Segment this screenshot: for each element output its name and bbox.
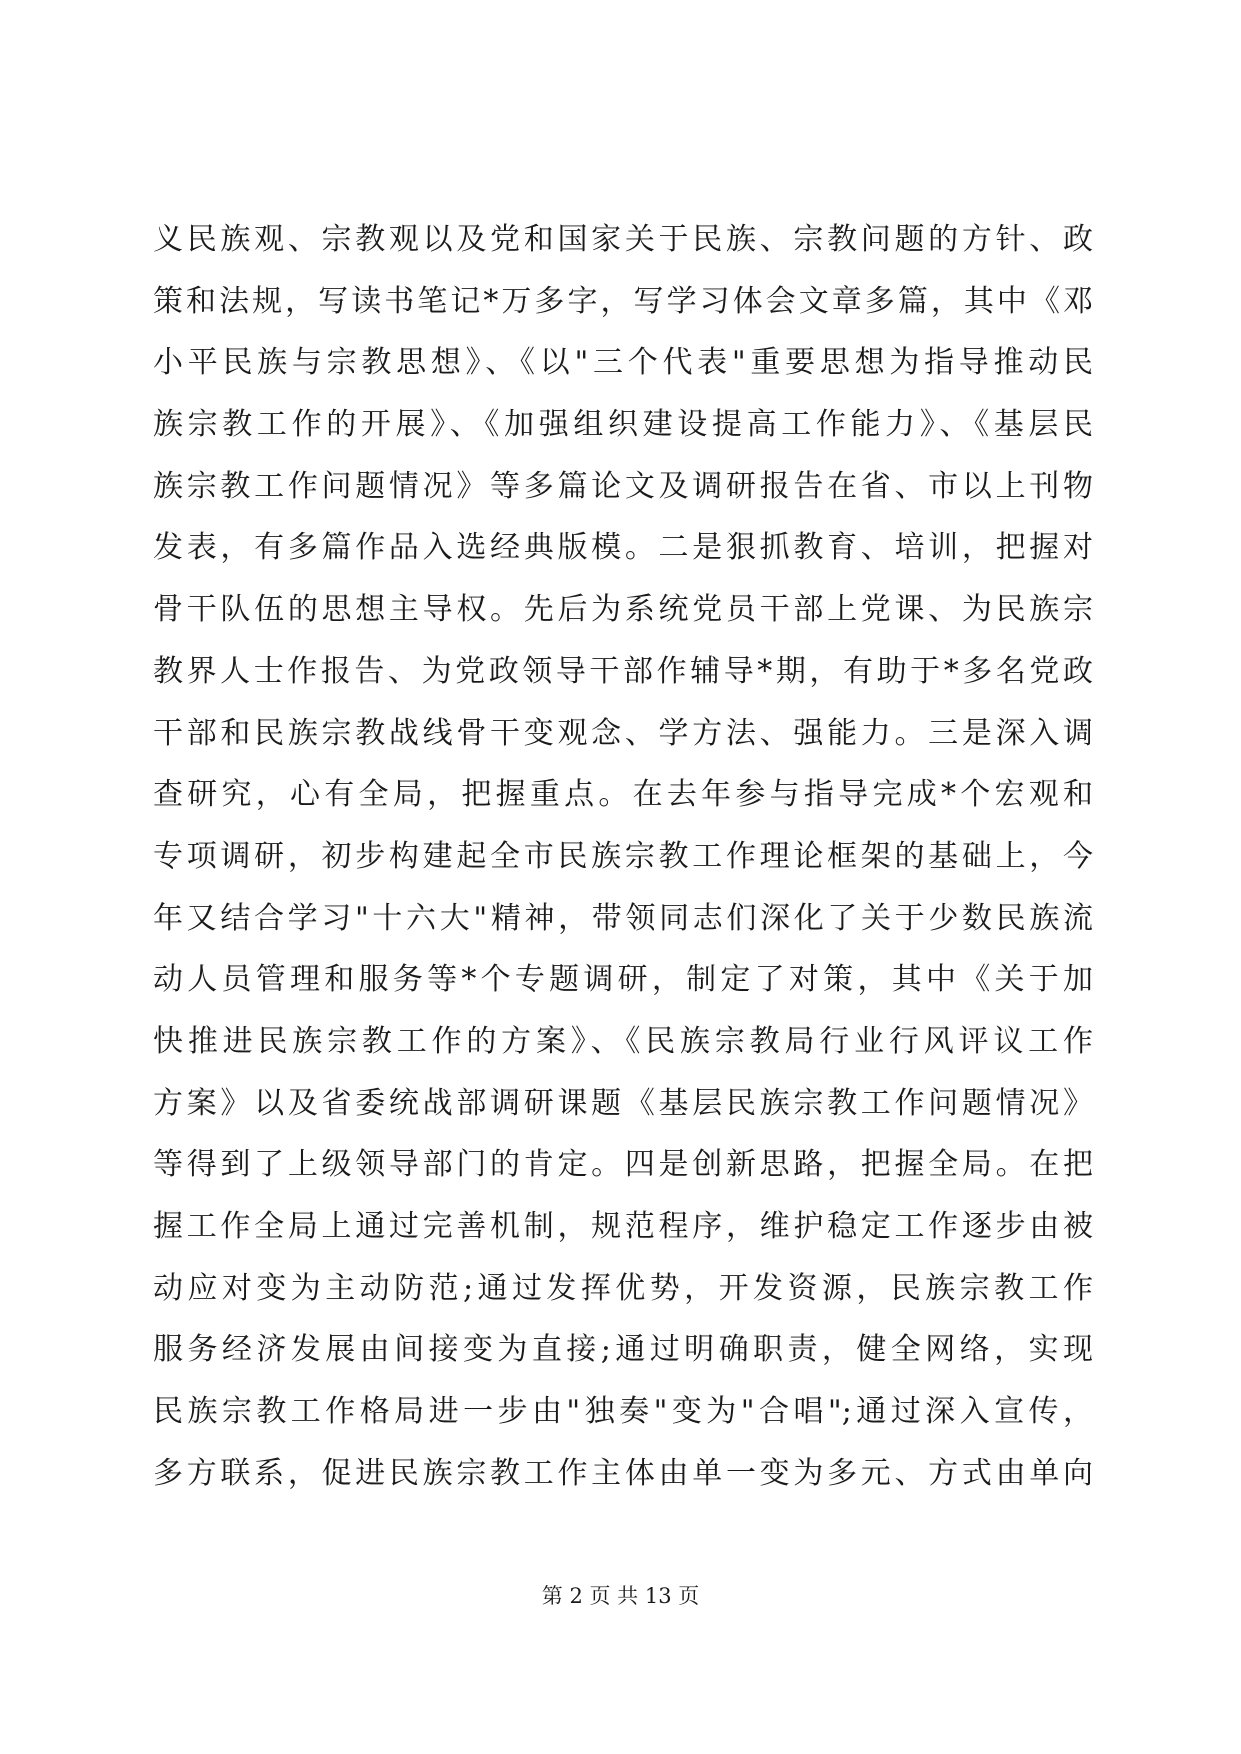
text-line: 族宗教工作问题情况》等多篇论文及调研报告在省、市以上刊物 xyxy=(153,468,1093,504)
text-line: 策和法规，写读书笔记*万多字，写学习体会文章多篇，其中《邓 xyxy=(153,283,1093,319)
text-line: 骨干队伍的思想主导权。先后为系统党员干部上党课、为民族宗 xyxy=(153,592,1093,628)
text-line: 多方联系，促进民族宗教工作主体由单一变为多元、方式由单向 xyxy=(153,1455,1093,1491)
text-line: 握工作全局上通过完善机制，规范程序，维护稳定工作逐步由被 xyxy=(153,1209,1093,1244)
page-number-footer: 第 2 页 共 13 页 xyxy=(541,1584,700,1608)
text-line: 干部和民族宗教战线骨干变观念、学方法、强能力。三是深入调 xyxy=(153,715,1093,751)
text-line: 查研究，心有全局，把握重点。在去年参与指导完成*个宏观和 xyxy=(153,777,1093,813)
text-line: 服务经济发展由间接变为直接;通过明确职责，健全网络，实现 xyxy=(153,1332,1093,1368)
text-line: 义民族观、宗教观以及党和国家关于民族、宗教问题的方针、政 xyxy=(153,222,1093,257)
text-line: 小平民族与宗教思想》、《以"三个代表"重要思想为指导推动民 xyxy=(153,345,1093,381)
text-line: 专项调研，初步构建起全市民族宗教工作理论框架的基础上，今 xyxy=(153,838,1093,874)
body-paragraph xyxy=(153,222,1093,1520)
text-line: 动应对变为主动防范;通过发挥优势，开发资源，民族宗教工作 xyxy=(153,1270,1093,1306)
text-line: 族宗教工作的开展》、《加强组织建设提高工作能力》、《基层民 xyxy=(153,407,1093,443)
text-line: 快推进民族宗教工作的方案》、《民族宗教局行业行风评议工作 xyxy=(153,1023,1093,1059)
text-line: 民族宗教工作格局进一步由"独奏"变为"合唱";通过深入宣传， xyxy=(153,1394,1093,1430)
text-line: 发表，有多篇作品入选经典版模。二是狠抓教育、培训，把握对 xyxy=(153,530,1093,566)
text-line: 教界人士作报告、为党政领导干部作辅导*期，有助于*多名党政 xyxy=(153,653,1093,689)
text-line: 方案》以及省委统战部调研课题《基层民族宗教工作问题情况》 xyxy=(153,1085,1093,1121)
text-line: 动人员管理和服务等*个专题调研，制定了对策，其中《关于加 xyxy=(153,962,1093,998)
text-line: 等得到了上级领导部门的肯定。四是创新思路，把握全局。在把 xyxy=(153,1147,1093,1183)
text-line: 年又结合学习"十六大"精神，带领同志们深化了关于少数民族流 xyxy=(153,900,1093,936)
